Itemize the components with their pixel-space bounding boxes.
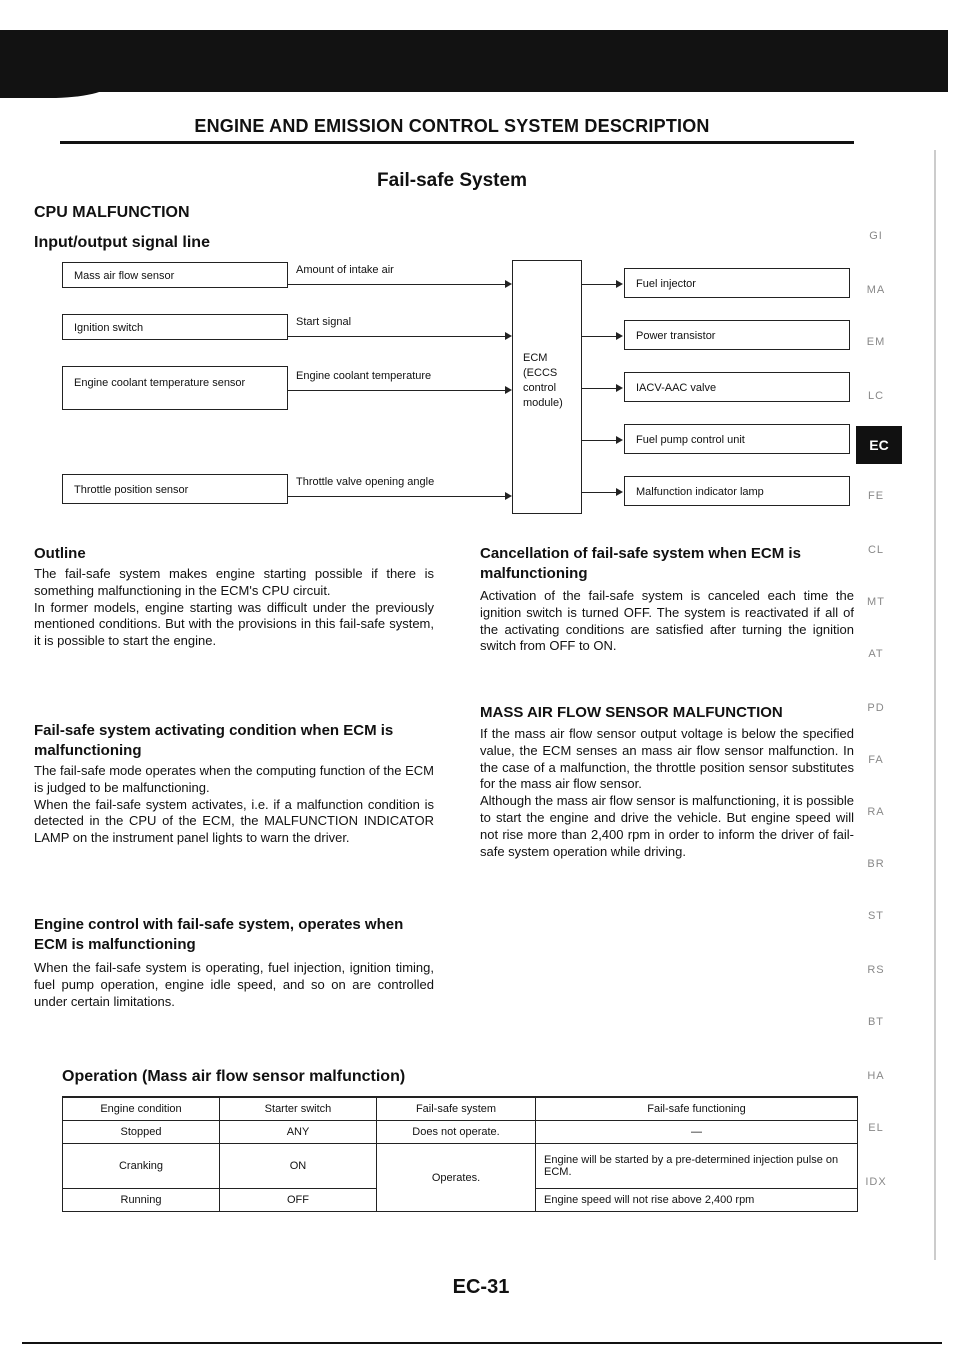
input-box-maf: [62, 262, 288, 288]
output-box-fuel-pump: [624, 424, 850, 454]
signal-line: [288, 284, 508, 285]
operation-title: Operation (Mass air flow sensor malfunction): [62, 1068, 406, 1085]
tab-idx[interactable]: IDX: [865, 1176, 887, 1188]
output-line: [582, 284, 618, 285]
outline-title: Outline: [34, 545, 86, 562]
header-band: [0, 30, 948, 92]
header-fail-safe-system: Fail-safe system: [377, 1097, 536, 1121]
cell-system: Does not operate.: [377, 1121, 536, 1144]
tab-st[interactable]: ST: [867, 910, 885, 922]
arrow-icon: [505, 332, 512, 340]
arrow-icon: [505, 386, 512, 394]
cell-functioning: Engine will be started by a pre-determined injection pulse on ECM.: [536, 1144, 858, 1189]
section-title: Fail-safe System: [377, 170, 527, 191]
output-line: [582, 440, 618, 441]
cell-functioning: —: [536, 1121, 858, 1144]
signal-label: Engine coolant temperature: [296, 370, 432, 382]
table-header-row: [63, 1097, 858, 1121]
engine-control-title: Engine control with fail-safe system, operates when ECM is malfunctioning: [34, 916, 404, 953]
input-label: Throttle position sensor: [74, 484, 189, 496]
tab-mt[interactable]: MT: [867, 596, 885, 608]
output-label: Fuel injector: [636, 278, 696, 290]
output-box-iacv: [624, 372, 850, 402]
input-label: Ignition switch: [74, 322, 144, 334]
tab-el[interactable]: EL: [868, 1122, 884, 1134]
bottom-rule: [22, 1342, 942, 1344]
maf-p1: If the mass air flow sensor output voltage is below the specified value, the ECM senses an mass air flow sensor malfunction. In the case of a malfunction, the throttle position sensor substitutes for the mass air flow sensor.: [480, 726, 854, 792]
arrow-icon: [505, 280, 512, 288]
table-row: [63, 1144, 858, 1189]
header-band-tail: [0, 84, 110, 98]
cell-condition: Running: [63, 1189, 220, 1212]
signal-line: [288, 390, 508, 391]
arrow-icon: [616, 332, 623, 340]
ecm-box: [512, 260, 582, 514]
signal-label: Amount of intake air: [296, 264, 394, 276]
engine-control-text: [34, 960, 434, 1010]
output-line: [582, 492, 618, 493]
maf-text: [480, 726, 854, 860]
arrow-icon: [505, 492, 512, 500]
cell-starter: OFF: [220, 1189, 377, 1212]
arrow-icon: [616, 280, 623, 288]
input-label: Engine coolant temperature sensor: [74, 377, 246, 389]
table-row: [63, 1121, 858, 1144]
input-label: Mass air flow sensor: [74, 270, 175, 282]
output-label: Malfunction indicator lamp: [636, 486, 764, 498]
outline-p1: The fail-safe system makes engine starting possible if there is something malfunctioning in the ECM's CPU circuit.: [34, 566, 434, 598]
header-rule: [60, 141, 854, 144]
activating-p1: The fail-safe mode operates when the computing function of the ECM is judged to be malfunctioning.: [34, 763, 434, 795]
activating-p2: When the fail-safe system activates, i.e. if a malfunction condition is detected in the CPU of the ECM, the MALFUNCTION INDICATOR LAMP on the instrument panel lights to warn the driver.: [34, 796, 434, 846]
cell-starter: ANY: [220, 1121, 377, 1144]
output-box-fuel-injector: [624, 268, 850, 298]
header-title: ENGINE AND EMISSION CONTROL SYSTEM DESCRIPTION: [194, 116, 710, 136]
page-number: EC-31: [452, 1276, 510, 1298]
output-line: [582, 388, 618, 389]
signal-line: [288, 496, 508, 497]
input-box-ignition: [62, 314, 288, 340]
operation-table: [62, 1096, 858, 1212]
tab-pd[interactable]: PD: [867, 702, 885, 714]
header-starter-switch: Starter switch: [220, 1097, 377, 1121]
outline-text: [34, 566, 434, 650]
tab-rs[interactable]: RS: [867, 964, 885, 976]
tab-ha[interactable]: HA: [867, 1070, 885, 1082]
activating-title: Fail-safe system activating condition when ECM is malfunctioning: [34, 722, 394, 759]
signal-label: Throttle valve opening angle: [296, 476, 435, 488]
tab-br[interactable]: BR: [867, 858, 885, 870]
tab-bt[interactable]: BT: [867, 1016, 885, 1028]
tab-fa[interactable]: FA: [868, 754, 884, 766]
signal-label: Start signal: [296, 316, 352, 328]
input-box-throttle: [62, 474, 288, 504]
arrow-icon: [616, 436, 623, 444]
input-box-coolant: [62, 366, 288, 410]
output-box-power-transistor: [624, 320, 850, 350]
maf-title: MASS AIR FLOW SENSOR MALFUNCTION: [480, 704, 783, 721]
header-fail-safe-functioning: Fail-safe functioning: [536, 1097, 858, 1121]
output-label: IACV-AAC valve: [636, 382, 717, 394]
cell-system: Operates.: [377, 1144, 536, 1212]
tab-gi[interactable]: GI: [869, 230, 883, 242]
side-edge-line: [934, 150, 936, 1260]
ecm-label: ECM (ECCS control module): [523, 352, 563, 409]
engine-control-p1: When the fail-safe system is operating, fuel injection, ignition timing, fuel pump operation, engine idle speed, and so on are controlled under certain limitations.: [34, 960, 434, 1009]
cancellation-text: [480, 588, 854, 655]
outline-p2: In former models, engine starting was difficult under the previously mentioned conditions. But with the provisions in this fail-safe system, it is possible to start the engine.: [34, 599, 434, 649]
output-label: Power transistor: [636, 330, 716, 342]
tab-lc[interactable]: LC: [867, 390, 885, 402]
tab-ra[interactable]: RA: [867, 806, 885, 818]
cpu-title: CPU MALFUNCTION: [34, 204, 190, 221]
cell-starter: ON: [220, 1144, 377, 1189]
cancellation-title: Cancellation of fail-safe system when ECM is malfunctioning: [480, 545, 801, 582]
tab-em[interactable]: EM: [866, 336, 886, 348]
activating-text: [34, 763, 434, 847]
cell-functioning: Engine speed will not rise above 2,400 rpm: [536, 1189, 858, 1212]
signal-line: [288, 336, 508, 337]
arrow-icon: [616, 384, 623, 392]
cell-condition: Cranking: [63, 1144, 220, 1189]
output-box-mil: [624, 476, 850, 506]
output-line: [582, 336, 618, 337]
cell-condition: Stopped: [63, 1121, 220, 1144]
maf-p2: Although the mass air flow sensor is malfunctioning, it is possible to start the engine and drive the vehicle. But engine speed will not rise more than 2,400 rpm in order to inform the driver of fail-safe system operation while driving.: [480, 793, 854, 859]
cpu-subtitle: Input/output signal line: [34, 234, 210, 251]
tab-ma[interactable]: MA: [866, 284, 886, 296]
output-label: Fuel pump control unit: [636, 434, 745, 446]
tab-at[interactable]: AT: [868, 648, 884, 660]
tab-cl[interactable]: CL: [867, 544, 885, 556]
arrow-icon: [616, 488, 623, 496]
tab-ec[interactable]: EC: [856, 426, 902, 464]
header-engine-condition: Engine condition: [63, 1097, 220, 1121]
cancellation-p1: Activation of the fail-safe system is canceled each time the ignition switch is turned OFF. The system is reactivated if all of the activating conditions are satisfied after turning the ignition switch from OFF to ON.: [480, 588, 854, 654]
tab-fe[interactable]: FE: [867, 490, 885, 502]
